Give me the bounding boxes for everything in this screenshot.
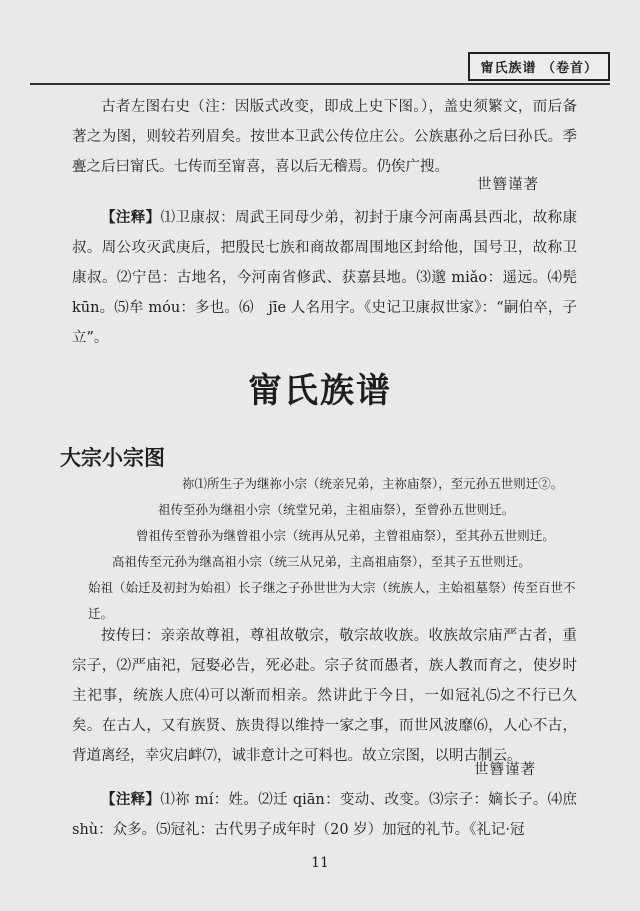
- notes-paragraph-1: [72, 203, 592, 353]
- section-title: 大宗小宗图: [60, 445, 165, 470]
- header-rule: [30, 83, 610, 85]
- running-header: 甯氏族谱 （卷首）: [468, 52, 610, 81]
- commentary-author: 世簪谨著: [474, 762, 536, 778]
- chart-line: 曾祖传至曾孙为继曾祖小宗（统再从兄弟，主曾祖庙祭），至其孙五世则迁。: [136, 528, 555, 543]
- chart-line: 迁。: [88, 606, 114, 621]
- notes-text-2: ⑴祢 mí：姓。⑵迁 qiān：变动、改变。⑶宗子：嫡长子。⑷庶 shù：众多。⑸冠礼：古代男子成年时（20 岁）加冠的礼节。《礼记·冠: [72, 792, 577, 838]
- intro-author: 世簪谨著: [477, 177, 539, 193]
- chart-line: 高祖传至元孙为继高祖小宗（统三从兄弟，主高祖庙祭），至其子五世则迁。: [112, 554, 531, 569]
- notes-label-1: 【注释】: [101, 209, 161, 226]
- notes-text-1: ⑴卫康叔：周武王同母少弟，初封于康今河南禹县西北，故称康叔。周公攻灭武庚后，把殷民七族和商故都周围地区封给他，国号卫，故称卫康叔。⑵宁邑：古地名，今河南省修武、获嘉县地。⑶邈 miǎo：遥远。⑷髡 kūn。⑸牟 móu：多也。⑹ jīe 人名用字。《史记卫康叔世家》：“嗣伯卒，子 立”。: [72, 210, 592, 346]
- chart-line: 祢⑴所生子为继祢小宗（统亲兄弟，主祢庙祭），至元孙五世则迁②。: [182, 476, 564, 491]
- chart-line: 祖传至孙为继祖小宗（统堂兄弟，主祖庙祭），至曾孙五世则迁。: [158, 502, 515, 517]
- intro-paragraph: 古者左图右史（注：因版式改变，即成上史下图。），盖史须繁文，而后备著之为图，则较若列眉矣。按世本卫武公传位庄公。公族惠孙之后曰孙氏。季亹之后曰甯氏。七传而至甯喜，喜以后无稽焉。仍俟广搜。: [72, 99, 577, 175]
- notes-paragraph-2: [72, 785, 577, 845]
- chart-line: 始祖（始迁及初封为始祖）长子继之子孙世世为大宗（统族人，主始祖墓祭）传至百世不: [88, 580, 576, 595]
- main-title: 甯氏族谱: [248, 371, 392, 411]
- commentary-paragraph: 按传曰：亲亲故尊祖，尊祖故敬宗，敬宗故收族。收族故宗庙严古者，重宗子，⑵严庙祀，冠娶必告，死必赴。宗子贫而愚者，族人教而育之，使岁时主祀事，统族人庶⑷可以渐而相亲。然讲此于今日，一如冠礼⑸之不行已久矣。在古人，又有族贤、族贵得以维持一家之事，而世风波靡⑹，人心不古，背道离经，幸灾启衅⑺，诚非意计之可料也。故立宗图，以明古制云。: [72, 628, 577, 764]
- page-number: 11: [311, 855, 329, 871]
- notes-label-2: 【注释】: [101, 791, 161, 808]
